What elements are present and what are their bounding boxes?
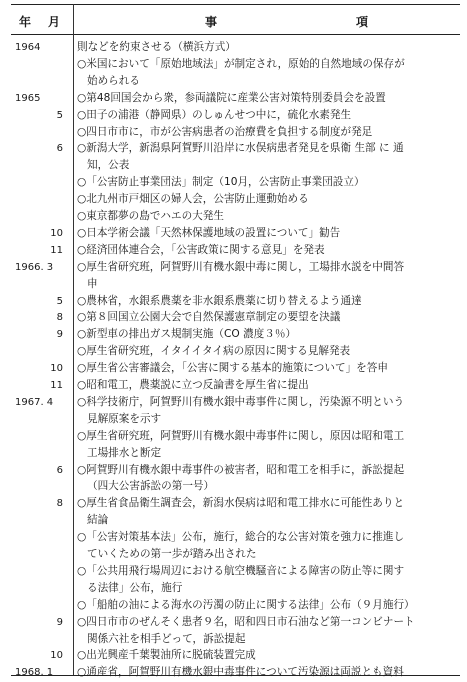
row-date: 11 <box>50 380 63 391</box>
row-text: ○「公害防止事業団法」制定（10月，公害防止事業団設立） <box>77 176 365 189</box>
row-text: 申 <box>87 277 98 290</box>
row-date: 9 <box>56 329 63 341</box>
row-date: 11 <box>50 244 63 256</box>
row-text: 見解原案を示す <box>87 412 162 425</box>
row-text: ○阿賀野川有機水銀中毒事件の被害者，昭和電工を相手に，訴訟提起 <box>77 463 405 476</box>
row-text: 関係六社を相手どって，訴訟提起 <box>87 632 246 645</box>
row-text: ○「公共用飛行場周辺における航空機騒音による障害の防止等に関す <box>77 564 405 577</box>
row-text: ○農林省，水銀系農薬を非水銀系農薬に切り替えるよう通達 <box>77 294 362 307</box>
row-text: ○昭和電工，農薬説に立つ反論書を厚生省に提出 <box>77 379 309 391</box>
row-text: ○出光興産千葉製油所に脱硫装置完成 <box>77 649 256 662</box>
row-text: ○科学技術庁，阿賀野川有機水銀中毒事件に関し，汚染源不明という <box>77 395 405 408</box>
row-text: ○日本学術会議「天然林保護地域の設置について」勧告 <box>77 226 341 239</box>
row-text: ○「公害対策基本法」公布，施行，総合的な公害対策を強力に推進し <box>77 531 405 544</box>
row-text: ○東京都夢の島でハエの大発生 <box>77 210 224 222</box>
row-text: ていくための第一歩が踏み出された <box>87 548 257 560</box>
row-date: 1968. 1 <box>15 667 54 679</box>
row-text: ○厚生省研究班，阿賀野川有機水銀中毒に関し，工場排水説を中間答 <box>77 260 405 273</box>
row-date: 6 <box>56 143 63 155</box>
row-date: 10 <box>50 227 63 239</box>
row-text: ○「船舶の油による海水の汚濁の防止に関する法律」公布（９月施行） <box>77 598 415 611</box>
row-text: ○米国において「原始地域法」が制定され，原始的自然地域の保存が <box>77 57 405 70</box>
row-date: 10 <box>50 363 63 375</box>
header-year: 年 <box>19 15 32 29</box>
row-text: 結論 <box>87 514 109 527</box>
row-text: 則などを約束させる（横浜方式） <box>77 41 236 53</box>
row-text: ○厚生省研究班，阿賀野川有機水銀中毒事件に関し，原因は昭和電工 <box>77 429 405 442</box>
row-text: 知，公表 <box>87 159 130 172</box>
row-text: ○四日市市に，市が公害病患者の治療費を負担する制度が発足 <box>77 125 373 138</box>
row-text: 工場排水と断定 <box>87 446 162 459</box>
top-rule <box>11 4 460 5</box>
row-text: ○田子の浦港（静岡県）のしゅんせつ中に，硫化水素発生 <box>77 108 352 121</box>
row-text: ○経済団体連合会，「公害政策に関する意見」を発表 <box>77 243 325 256</box>
row-date: 8 <box>56 498 63 510</box>
row-text: ○厚生省食品衛生調査会，新潟水俣病は昭和電工排水に可能性ありと <box>77 497 405 510</box>
row-date: 5 <box>56 109 63 121</box>
row-text: ○厚生省公害審議会，「公害に関する基本的施策について」を答申 <box>77 362 388 375</box>
row-date: 1967. 4 <box>15 396 54 408</box>
header-item: 項 <box>356 15 369 29</box>
row-date: 1966. 3 <box>15 261 54 273</box>
header-event: 事 <box>205 15 218 29</box>
row-text: ○北九州市戸畑区の婦人会，公害防止運動始める <box>77 193 309 206</box>
row-date: 1964 <box>15 42 41 53</box>
row-text: る法律」公布，施行 <box>87 581 183 594</box>
row-text: ○新潟大学，新潟県阿賀野川沿岸に水俣病患者発見を県衛 生部 に 通 <box>77 142 404 155</box>
row-text: 始められる <box>87 74 140 87</box>
row-date: 1965 <box>15 92 41 104</box>
row-text: ○四日市市のぜんそく患者９名，昭和四日市石油など第一コンビナート <box>77 615 415 628</box>
row-date: 9 <box>56 616 63 628</box>
row-text: ○第48回国会から衆，参両議院に産業公害対策特別委員会を設置 <box>77 91 386 104</box>
row-text: ○第８回国立公園大会で自然保護憲章制定の要望を決議 <box>77 311 341 324</box>
chronology-table <box>11 4 460 679</box>
column-divider <box>73 4 74 676</box>
row-text: ○新型車の排出ガス規制実施（CO 濃度３％） <box>77 328 297 341</box>
row-text: ○通産省，阿賀野川有機水銀中毒事件について汚染源は両説とも資料 <box>77 666 404 679</box>
header-rule <box>11 34 460 35</box>
row-date: 8 <box>56 312 63 324</box>
row-date: 10 <box>50 650 63 662</box>
row-text: ○厚生省研究班，イタイイタイ病の原因に関する見解発表 <box>77 345 351 358</box>
row-date: 5 <box>56 295 63 307</box>
row-date: 6 <box>56 464 63 476</box>
row-text: （四大公害訴訟の第一号） <box>87 480 215 493</box>
header-month: 月 <box>48 15 61 29</box>
